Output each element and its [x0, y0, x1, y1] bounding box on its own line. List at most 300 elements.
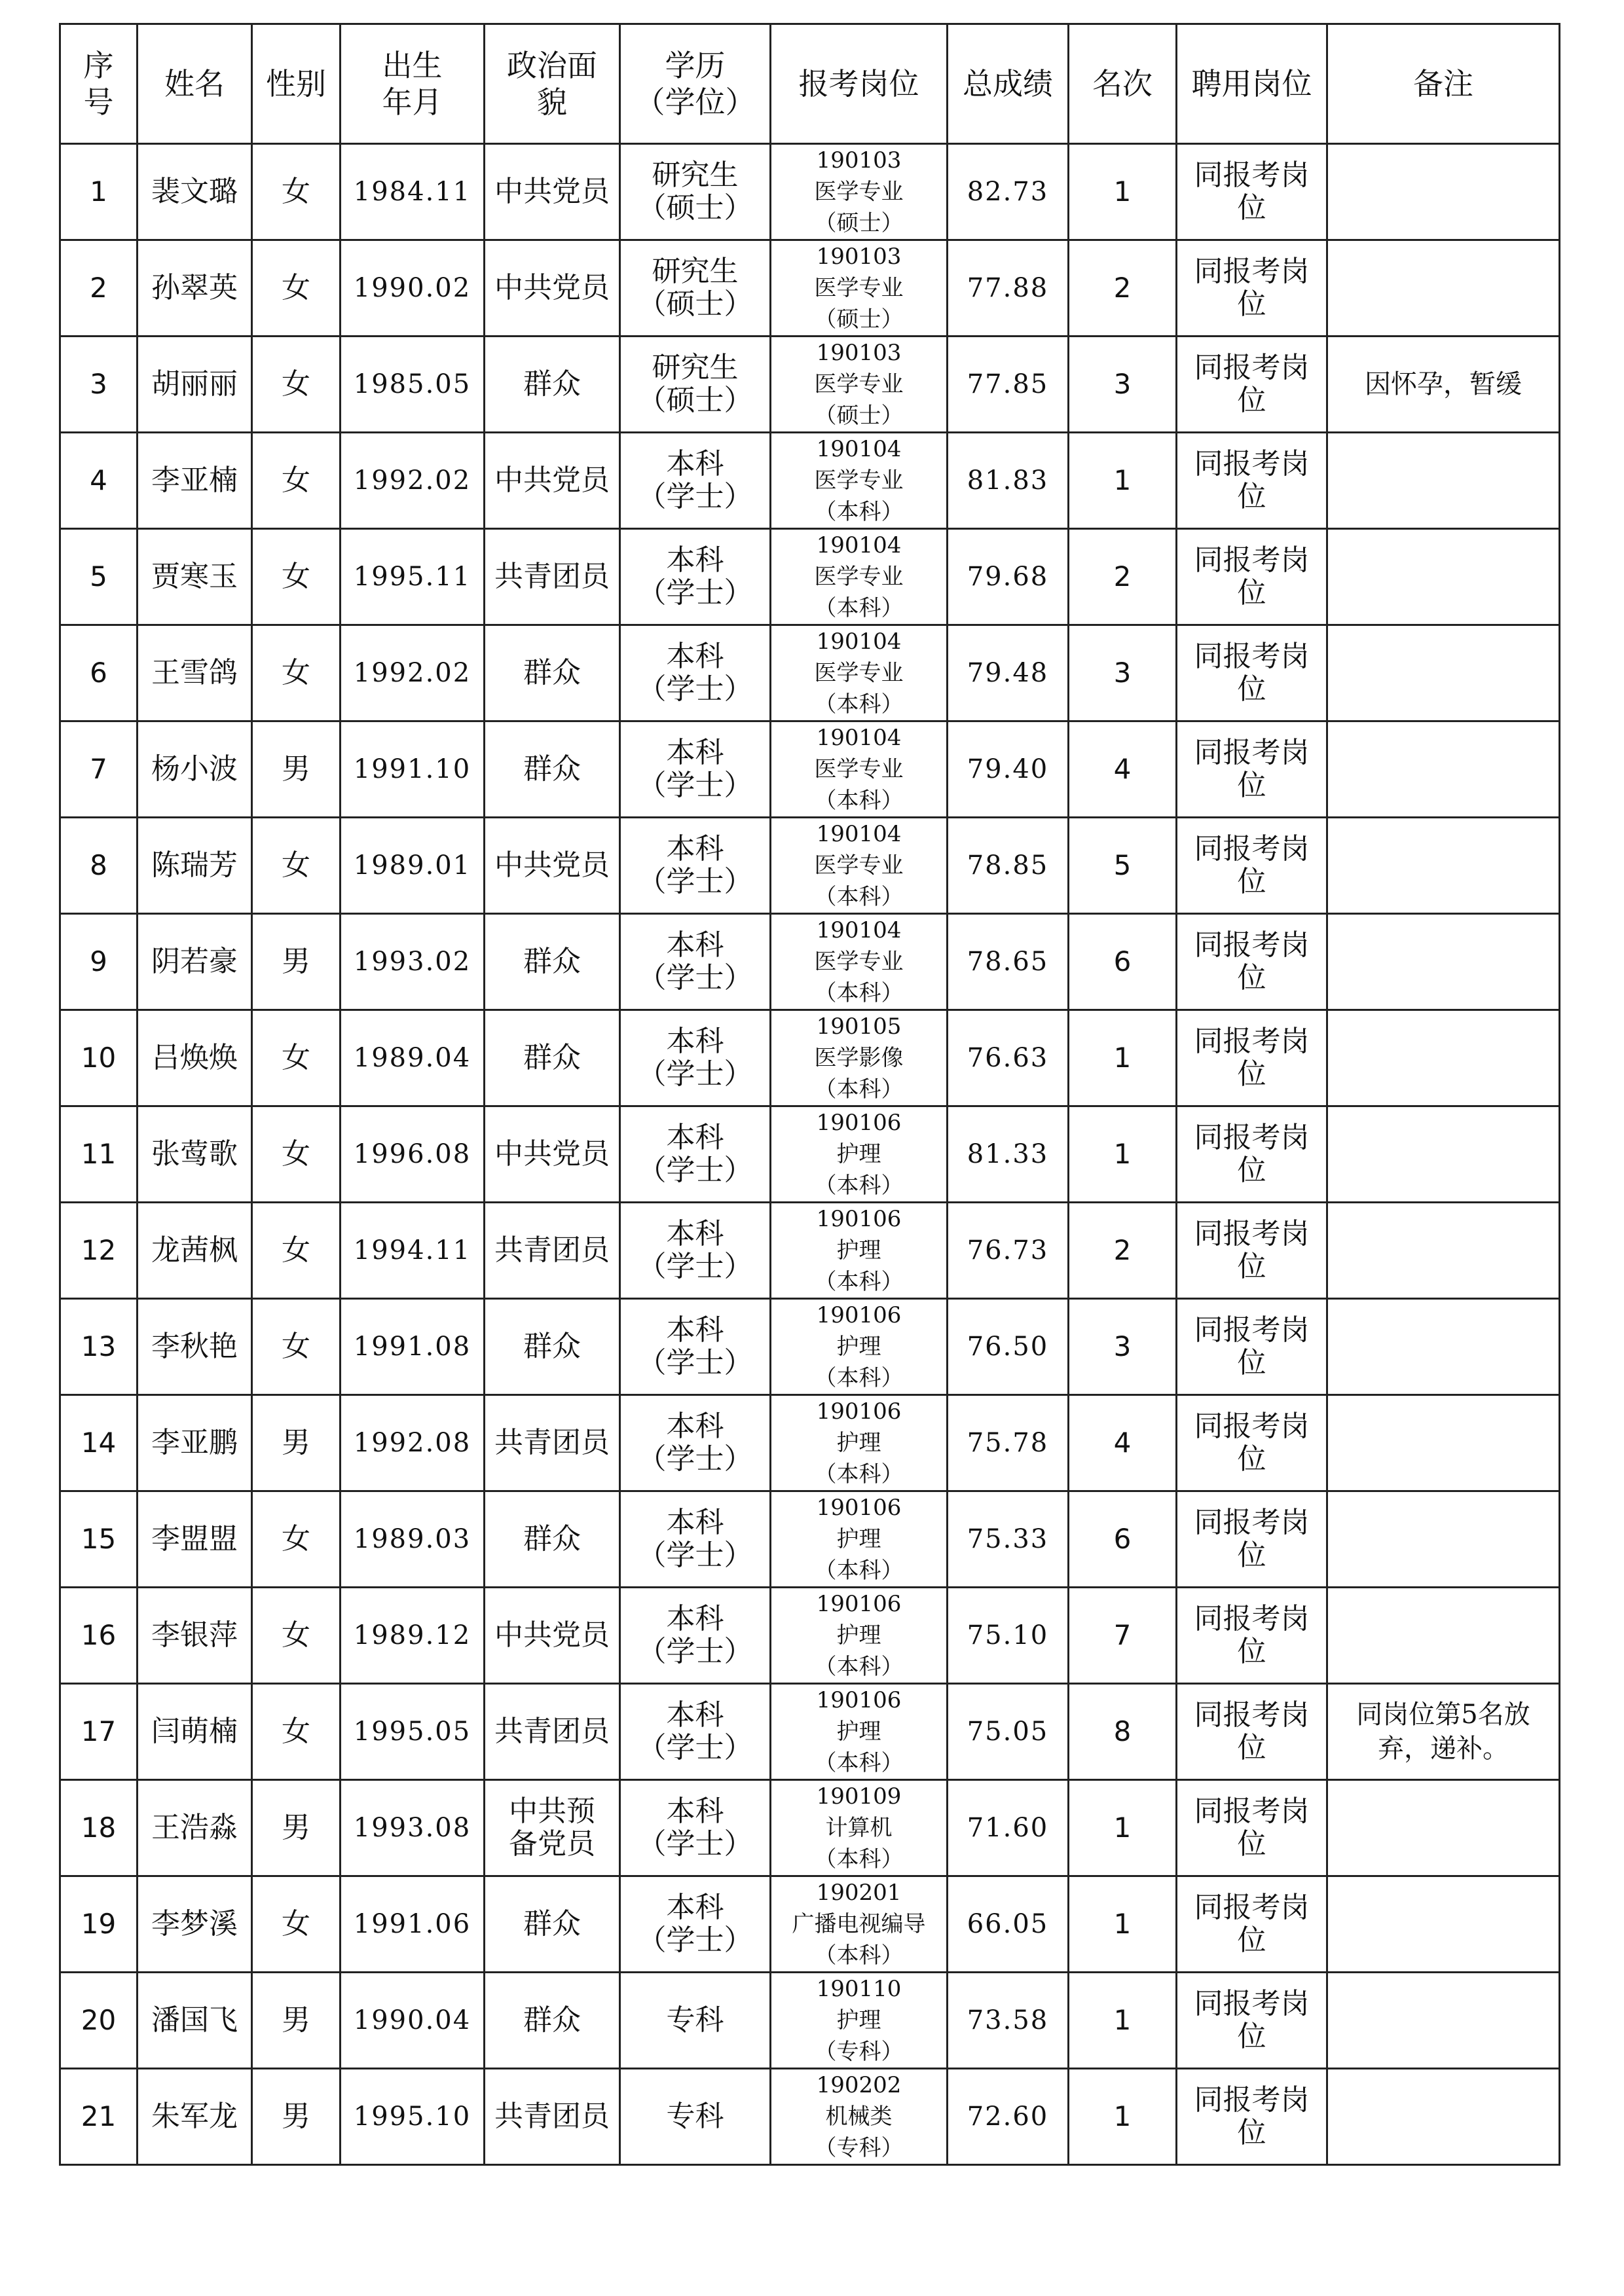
cell-rank-text: 4 — [1113, 753, 1132, 785]
table-row — [60, 1876, 1560, 1973]
cell-name — [138, 1395, 252, 1491]
cell-seq-text: 10 — [81, 1042, 117, 1074]
cell-political — [485, 625, 620, 721]
cell-post-text: 190106 护理 （本科） — [814, 1206, 904, 1295]
cell-sex — [252, 625, 341, 721]
cell-score-text: 75.78 — [967, 1428, 1049, 1458]
cell-score-text: 77.85 — [967, 369, 1049, 399]
cell-hire-text: 同报考岗 位 — [1194, 543, 1310, 610]
cell-rank-text: 2 — [1113, 272, 1132, 304]
cell-score-text: 78.65 — [967, 947, 1049, 977]
cell-hire-text: 同报考岗 位 — [1194, 1410, 1310, 1476]
cell-name-text: 王浩淼 — [151, 1811, 238, 1844]
cell-education-text: 本科 （学士） — [637, 928, 753, 994]
cell-birth-text: 1991.08 — [353, 1332, 471, 1362]
cell-education-text: 本科 （学士） — [637, 543, 753, 610]
cell-rank — [1069, 818, 1177, 914]
cell-sex-text: 女 — [282, 1137, 310, 1171]
cell-education — [620, 1876, 771, 1973]
cell-post-text: 190106 护理 （本科） — [814, 1398, 904, 1487]
cell-sex-text: 男 — [282, 945, 310, 978]
cell-seq — [60, 2069, 138, 2165]
cell-rank-text: 1 — [1113, 1042, 1132, 1074]
cell-birth — [341, 529, 485, 625]
cell-birth — [341, 1299, 485, 1395]
cell-post — [771, 529, 948, 625]
cell-score — [948, 1106, 1069, 1203]
cell-rank-text: 2 — [1113, 560, 1132, 592]
cell-birth-text: 1994.11 — [353, 1235, 471, 1266]
cell-post — [771, 2069, 948, 2165]
cell-post-text: 190104 医学专业 （本科） — [814, 917, 904, 1006]
cell-score-text: 78.85 — [967, 850, 1049, 881]
cell-hire-text: 同报考岗 位 — [1194, 1987, 1310, 2053]
cell-score — [948, 818, 1069, 914]
cell-rank — [1069, 1684, 1177, 1780]
cell-score — [948, 240, 1069, 337]
cell-birth-text: 1989.01 — [353, 850, 471, 881]
cell-seq-text: 19 — [81, 1908, 117, 1940]
cell-political — [485, 818, 620, 914]
cell-hire-text: 同报考岗 位 — [1194, 1795, 1310, 1861]
cell-seq — [60, 1876, 138, 1973]
cell-post — [771, 1588, 948, 1684]
cell-birth-text: 1993.02 — [353, 947, 471, 977]
table-row — [60, 1588, 1560, 1684]
header-post: 报考岗位 — [771, 24, 948, 144]
cell-seq-text: 8 — [90, 849, 107, 881]
cell-sex-text: 女 — [282, 464, 310, 497]
cell-hire — [1177, 2069, 1327, 2165]
results-table-container — [59, 23, 1559, 2166]
cell-seq-text: 11 — [81, 1138, 117, 1170]
cell-hire — [1177, 1780, 1327, 1876]
cell-post — [771, 1491, 948, 1588]
cell-name — [138, 818, 252, 914]
cell-sex-text: 女 — [282, 367, 310, 401]
cell-education — [620, 2069, 771, 2165]
cell-note — [1327, 1684, 1560, 1780]
header-rank: 名次 — [1069, 24, 1177, 144]
cell-education — [620, 1395, 771, 1491]
cell-hire-text: 同报考岗 位 — [1194, 255, 1310, 321]
cell-note — [1327, 2069, 1560, 2165]
cell-sex-text: 女 — [282, 560, 310, 593]
cell-score — [948, 1973, 1069, 2069]
cell-score-text: 76.73 — [967, 1235, 1049, 1266]
cell-political-text: 群众 — [523, 752, 581, 786]
cell-political-text: 共青团员 — [494, 1426, 610, 1459]
cell-birth — [341, 818, 485, 914]
cell-rank — [1069, 337, 1177, 433]
cell-birth-text: 1992.08 — [353, 1428, 471, 1458]
cell-score — [948, 914, 1069, 1010]
cell-hire-text: 同报考岗 位 — [1194, 1313, 1310, 1379]
cell-birth-text: 1992.02 — [353, 465, 471, 496]
cell-note — [1327, 1203, 1560, 1299]
cell-post — [771, 337, 948, 433]
header-sex: 性别 — [252, 24, 341, 144]
table-row — [60, 240, 1560, 337]
cell-hire-text: 同报考岗 位 — [1194, 736, 1310, 802]
cell-name — [138, 240, 252, 337]
cell-sex-text: 女 — [282, 1041, 310, 1074]
cell-political — [485, 1684, 620, 1780]
cell-sex-text: 女 — [282, 175, 310, 208]
cell-political-text: 中共党员 — [494, 1618, 610, 1652]
cell-education-text: 本科 （学士） — [637, 1698, 753, 1764]
cell-sex — [252, 914, 341, 1010]
cell-note — [1327, 1010, 1560, 1106]
cell-education-text: 本科 （学士） — [637, 1795, 753, 1861]
cell-note — [1327, 1395, 1560, 1491]
cell-score — [948, 337, 1069, 433]
cell-seq — [60, 144, 138, 240]
table-row — [60, 625, 1560, 721]
cell-hire — [1177, 721, 1327, 818]
cell-education-text: 本科 （学士） — [637, 640, 753, 706]
cell-score — [948, 433, 1069, 529]
cell-post-text: 190103 医学专业 （硕士） — [814, 244, 904, 333]
cell-education — [620, 818, 771, 914]
cell-score-text: 71.60 — [967, 1813, 1049, 1843]
cell-birth-text: 1989.12 — [353, 1620, 471, 1650]
cell-note — [1327, 1876, 1560, 1973]
cell-hire — [1177, 1588, 1327, 1684]
cell-post — [771, 240, 948, 337]
cell-name-text: 王雪鸽 — [151, 656, 238, 689]
cell-education — [620, 529, 771, 625]
cell-education — [620, 625, 771, 721]
cell-hire-text: 同报考岗 位 — [1194, 1506, 1310, 1572]
cell-score-text: 75.05 — [967, 1717, 1049, 1747]
cell-score-text: 82.73 — [967, 177, 1049, 207]
cell-birth — [341, 240, 485, 337]
cell-political — [485, 337, 620, 433]
cell-education — [620, 1780, 771, 1876]
cell-seq — [60, 914, 138, 1010]
cell-political — [485, 914, 620, 1010]
cell-birth — [341, 721, 485, 818]
cell-rank — [1069, 1010, 1177, 1106]
table-row — [60, 1395, 1560, 1491]
cell-seq-text: 13 — [81, 1330, 117, 1362]
cell-birth-text: 1985.05 — [353, 369, 471, 399]
cell-education — [620, 721, 771, 818]
cell-post — [771, 721, 948, 818]
cell-sex — [252, 1395, 341, 1491]
cell-birth — [341, 1973, 485, 2069]
cell-political-text: 群众 — [523, 1907, 581, 1941]
cell-political-text: 群众 — [523, 1041, 581, 1074]
cell-rank — [1069, 1491, 1177, 1588]
cell-education-text: 本科 （学士） — [637, 1217, 753, 1283]
cell-sex — [252, 529, 341, 625]
table-row — [60, 1973, 1560, 2069]
cell-birth-text: 1992.02 — [353, 658, 471, 688]
cell-rank-text: 6 — [1113, 945, 1132, 977]
cell-sex-text: 男 — [282, 2003, 310, 2037]
cell-post — [771, 433, 948, 529]
cell-hire — [1177, 433, 1327, 529]
cell-political-text: 中共党员 — [494, 271, 610, 304]
cell-political-text: 中共党员 — [494, 464, 610, 497]
cell-seq-text: 3 — [90, 368, 107, 400]
cell-seq — [60, 433, 138, 529]
cell-hire-text: 同报考岗 位 — [1194, 447, 1310, 513]
cell-note — [1327, 818, 1560, 914]
cell-hire-text: 同报考岗 位 — [1194, 351, 1310, 417]
cell-political — [485, 1395, 620, 1491]
cell-score — [948, 1299, 1069, 1395]
cell-political — [485, 1588, 620, 1684]
cell-post — [771, 1684, 948, 1780]
cell-name-text: 李梦溪 — [151, 1907, 238, 1941]
cell-score — [948, 1010, 1069, 1106]
cell-name-text: 胡丽丽 — [151, 367, 238, 401]
cell-education-text: 本科 （学士） — [637, 1602, 753, 1668]
table-body — [60, 144, 1560, 2165]
cell-post-text: 190104 医学专业 （本科） — [814, 532, 904, 621]
cell-education — [620, 1973, 771, 2069]
cell-name — [138, 1106, 252, 1203]
cell-seq — [60, 240, 138, 337]
cell-political — [485, 144, 620, 240]
cell-political-text: 群众 — [523, 367, 581, 401]
cell-seq — [60, 529, 138, 625]
cell-score — [948, 1780, 1069, 1876]
cell-sex — [252, 1876, 341, 1973]
cell-rank — [1069, 625, 1177, 721]
cell-rank — [1069, 1588, 1177, 1684]
cell-sex — [252, 721, 341, 818]
cell-hire-text: 同报考岗 位 — [1194, 1891, 1310, 1957]
cell-seq — [60, 1780, 138, 1876]
cell-post — [771, 818, 948, 914]
cell-name-text: 李盟盟 — [151, 1522, 238, 1556]
cell-post-text: 190106 护理 （本科） — [814, 1591, 904, 1680]
table-row — [60, 1106, 1560, 1203]
cell-birth — [341, 1780, 485, 1876]
cell-name — [138, 1780, 252, 1876]
cell-seq-text: 14 — [81, 1427, 117, 1459]
cell-rank — [1069, 1973, 1177, 2069]
table-row — [60, 1299, 1560, 1395]
cell-name-text: 龙茜枫 — [151, 1233, 238, 1267]
header-seq: 序 号 — [60, 24, 138, 144]
cell-political-text: 中共党员 — [494, 848, 610, 882]
cell-name — [138, 1010, 252, 1106]
cell-sex — [252, 337, 341, 433]
cell-rank — [1069, 1299, 1177, 1395]
table-row — [60, 1684, 1560, 1780]
cell-birth-text: 1995.05 — [353, 1717, 471, 1747]
cell-sex-text: 女 — [282, 1715, 310, 1748]
cell-rank-text: 1 — [1113, 1812, 1132, 1844]
cell-post-text: 190106 护理 （本科） — [814, 1302, 904, 1391]
cell-hire — [1177, 625, 1327, 721]
cell-sex — [252, 1684, 341, 1780]
cell-name-text: 孙翠英 — [151, 271, 238, 304]
cell-birth-text: 1989.04 — [353, 1043, 471, 1073]
cell-sex — [252, 1106, 341, 1203]
cell-political — [485, 1780, 620, 1876]
cell-rank — [1069, 1395, 1177, 1491]
cell-score-text: 73.58 — [967, 2005, 1049, 2035]
cell-post — [771, 1780, 948, 1876]
cell-political — [485, 721, 620, 818]
cell-rank-text: 6 — [1113, 1523, 1132, 1555]
table-row — [60, 1780, 1560, 1876]
cell-birth — [341, 1010, 485, 1106]
cell-note — [1327, 721, 1560, 818]
cell-score — [948, 1491, 1069, 1588]
cell-rank-text: 3 — [1113, 368, 1132, 400]
cell-education-text: 研究生 （硕士） — [637, 351, 753, 417]
cell-post — [771, 1299, 948, 1395]
cell-political-text: 中共党员 — [494, 1137, 610, 1171]
cell-hire-text: 同报考岗 位 — [1194, 640, 1310, 706]
cell-hire — [1177, 1684, 1327, 1780]
cell-political-text: 群众 — [523, 2003, 581, 2037]
cell-name — [138, 144, 252, 240]
cell-score-text: 77.88 — [967, 273, 1049, 303]
table-row — [60, 144, 1560, 240]
cell-sex — [252, 433, 341, 529]
cell-education — [620, 1684, 771, 1780]
header-row — [60, 24, 1560, 144]
cell-rank-text: 1 — [1113, 1908, 1132, 1940]
cell-note — [1327, 1588, 1560, 1684]
cell-hire — [1177, 144, 1327, 240]
cell-name — [138, 529, 252, 625]
cell-sex-text: 女 — [282, 1330, 310, 1363]
cell-birth — [341, 144, 485, 240]
cell-sex — [252, 2069, 341, 2165]
cell-political — [485, 240, 620, 337]
cell-political — [485, 529, 620, 625]
cell-seq — [60, 1588, 138, 1684]
cell-education — [620, 1203, 771, 1299]
cell-birth-text: 1993.08 — [353, 1813, 471, 1843]
cell-note — [1327, 529, 1560, 625]
cell-score-text: 79.68 — [967, 562, 1049, 592]
cell-sex-text: 男 — [282, 1426, 310, 1459]
cell-seq-text: 21 — [81, 2100, 117, 2132]
cell-post-text: 190106 护理 （本科） — [814, 1495, 904, 1584]
cell-education — [620, 433, 771, 529]
cell-education — [620, 1299, 771, 1395]
cell-post-text: 190104 医学专业 （本科） — [814, 725, 904, 814]
cell-seq — [60, 1973, 138, 2069]
hiring-results-table — [59, 23, 1560, 2166]
cell-name-text: 杨小波 — [151, 752, 238, 786]
cell-post — [771, 1395, 948, 1491]
cell-note — [1327, 1973, 1560, 2069]
cell-sex-text: 女 — [282, 271, 310, 304]
cell-seq — [60, 1010, 138, 1106]
cell-sex-text: 女 — [282, 1522, 310, 1556]
cell-birth — [341, 1395, 485, 1491]
cell-seq-text: 2 — [90, 272, 107, 304]
cell-score — [948, 1876, 1069, 1973]
cell-rank-text: 5 — [1113, 849, 1132, 881]
cell-birth — [341, 337, 485, 433]
cell-score-text: 76.63 — [967, 1043, 1049, 1073]
cell-education-text: 本科 （学士） — [637, 1410, 753, 1476]
cell-birth-text: 1995.10 — [353, 2102, 471, 2132]
cell-score-text: 81.83 — [967, 465, 1049, 496]
cell-education — [620, 914, 771, 1010]
header-note: 备注 — [1327, 24, 1560, 144]
cell-seq-text: 17 — [81, 1715, 117, 1747]
cell-name-text: 李银萍 — [151, 1618, 238, 1652]
cell-note — [1327, 1106, 1560, 1203]
cell-post — [771, 625, 948, 721]
cell-post-text: 190103 医学专业 （硕士） — [814, 147, 904, 236]
cell-seq-text: 7 — [90, 753, 107, 785]
cell-rank-text: 8 — [1113, 1715, 1132, 1747]
cell-score-text: 72.60 — [967, 2102, 1049, 2132]
cell-score — [948, 1395, 1069, 1491]
cell-political-text: 中共预 备党员 — [509, 1795, 595, 1861]
cell-political-text: 群众 — [523, 1330, 581, 1363]
cell-hire-text: 同报考岗 位 — [1194, 1121, 1310, 1187]
cell-name-text: 李亚鹏 — [151, 1426, 238, 1459]
cell-post — [771, 1876, 948, 1973]
cell-post-text: 190110 护理 （专科） — [814, 1976, 904, 2065]
cell-hire — [1177, 1010, 1327, 1106]
cell-name-text: 李亚楠 — [151, 464, 238, 497]
cell-post — [771, 1106, 948, 1203]
cell-seq — [60, 1491, 138, 1588]
cell-rank-text: 1 — [1113, 2100, 1132, 2132]
cell-score-text: 79.40 — [967, 754, 1049, 784]
cell-seq-text: 18 — [81, 1812, 117, 1844]
cell-post — [771, 914, 948, 1010]
cell-political-text: 群众 — [523, 945, 581, 978]
cell-name — [138, 1973, 252, 2069]
cell-score-text: 81.33 — [967, 1139, 1049, 1169]
cell-name — [138, 1876, 252, 1973]
table-row — [60, 529, 1560, 625]
cell-birth — [341, 625, 485, 721]
cell-seq — [60, 337, 138, 433]
cell-political-text: 共青团员 — [494, 560, 610, 593]
cell-birth-text: 1990.02 — [353, 273, 471, 303]
cell-rank-text: 2 — [1113, 1234, 1132, 1266]
cell-hire-text: 同报考岗 位 — [1194, 2083, 1310, 2149]
cell-score — [948, 529, 1069, 625]
cell-hire — [1177, 818, 1327, 914]
cell-education — [620, 337, 771, 433]
table-row — [60, 818, 1560, 914]
cell-name-text: 阴若豪 — [151, 945, 238, 978]
cell-rank-text: 1 — [1113, 464, 1132, 496]
cell-hire — [1177, 1395, 1327, 1491]
cell-note — [1327, 914, 1560, 1010]
table-row — [60, 1491, 1560, 1588]
cell-rank — [1069, 721, 1177, 818]
cell-political-text: 群众 — [523, 656, 581, 689]
cell-score — [948, 1684, 1069, 1780]
cell-education — [620, 1010, 771, 1106]
cell-post — [771, 1010, 948, 1106]
cell-rank-text: 1 — [1113, 2004, 1132, 2036]
cell-post-text: 190104 医学专业 （本科） — [814, 629, 904, 718]
cell-name — [138, 721, 252, 818]
cell-post-text: 190109 计算机 （本科） — [814, 1783, 904, 1872]
